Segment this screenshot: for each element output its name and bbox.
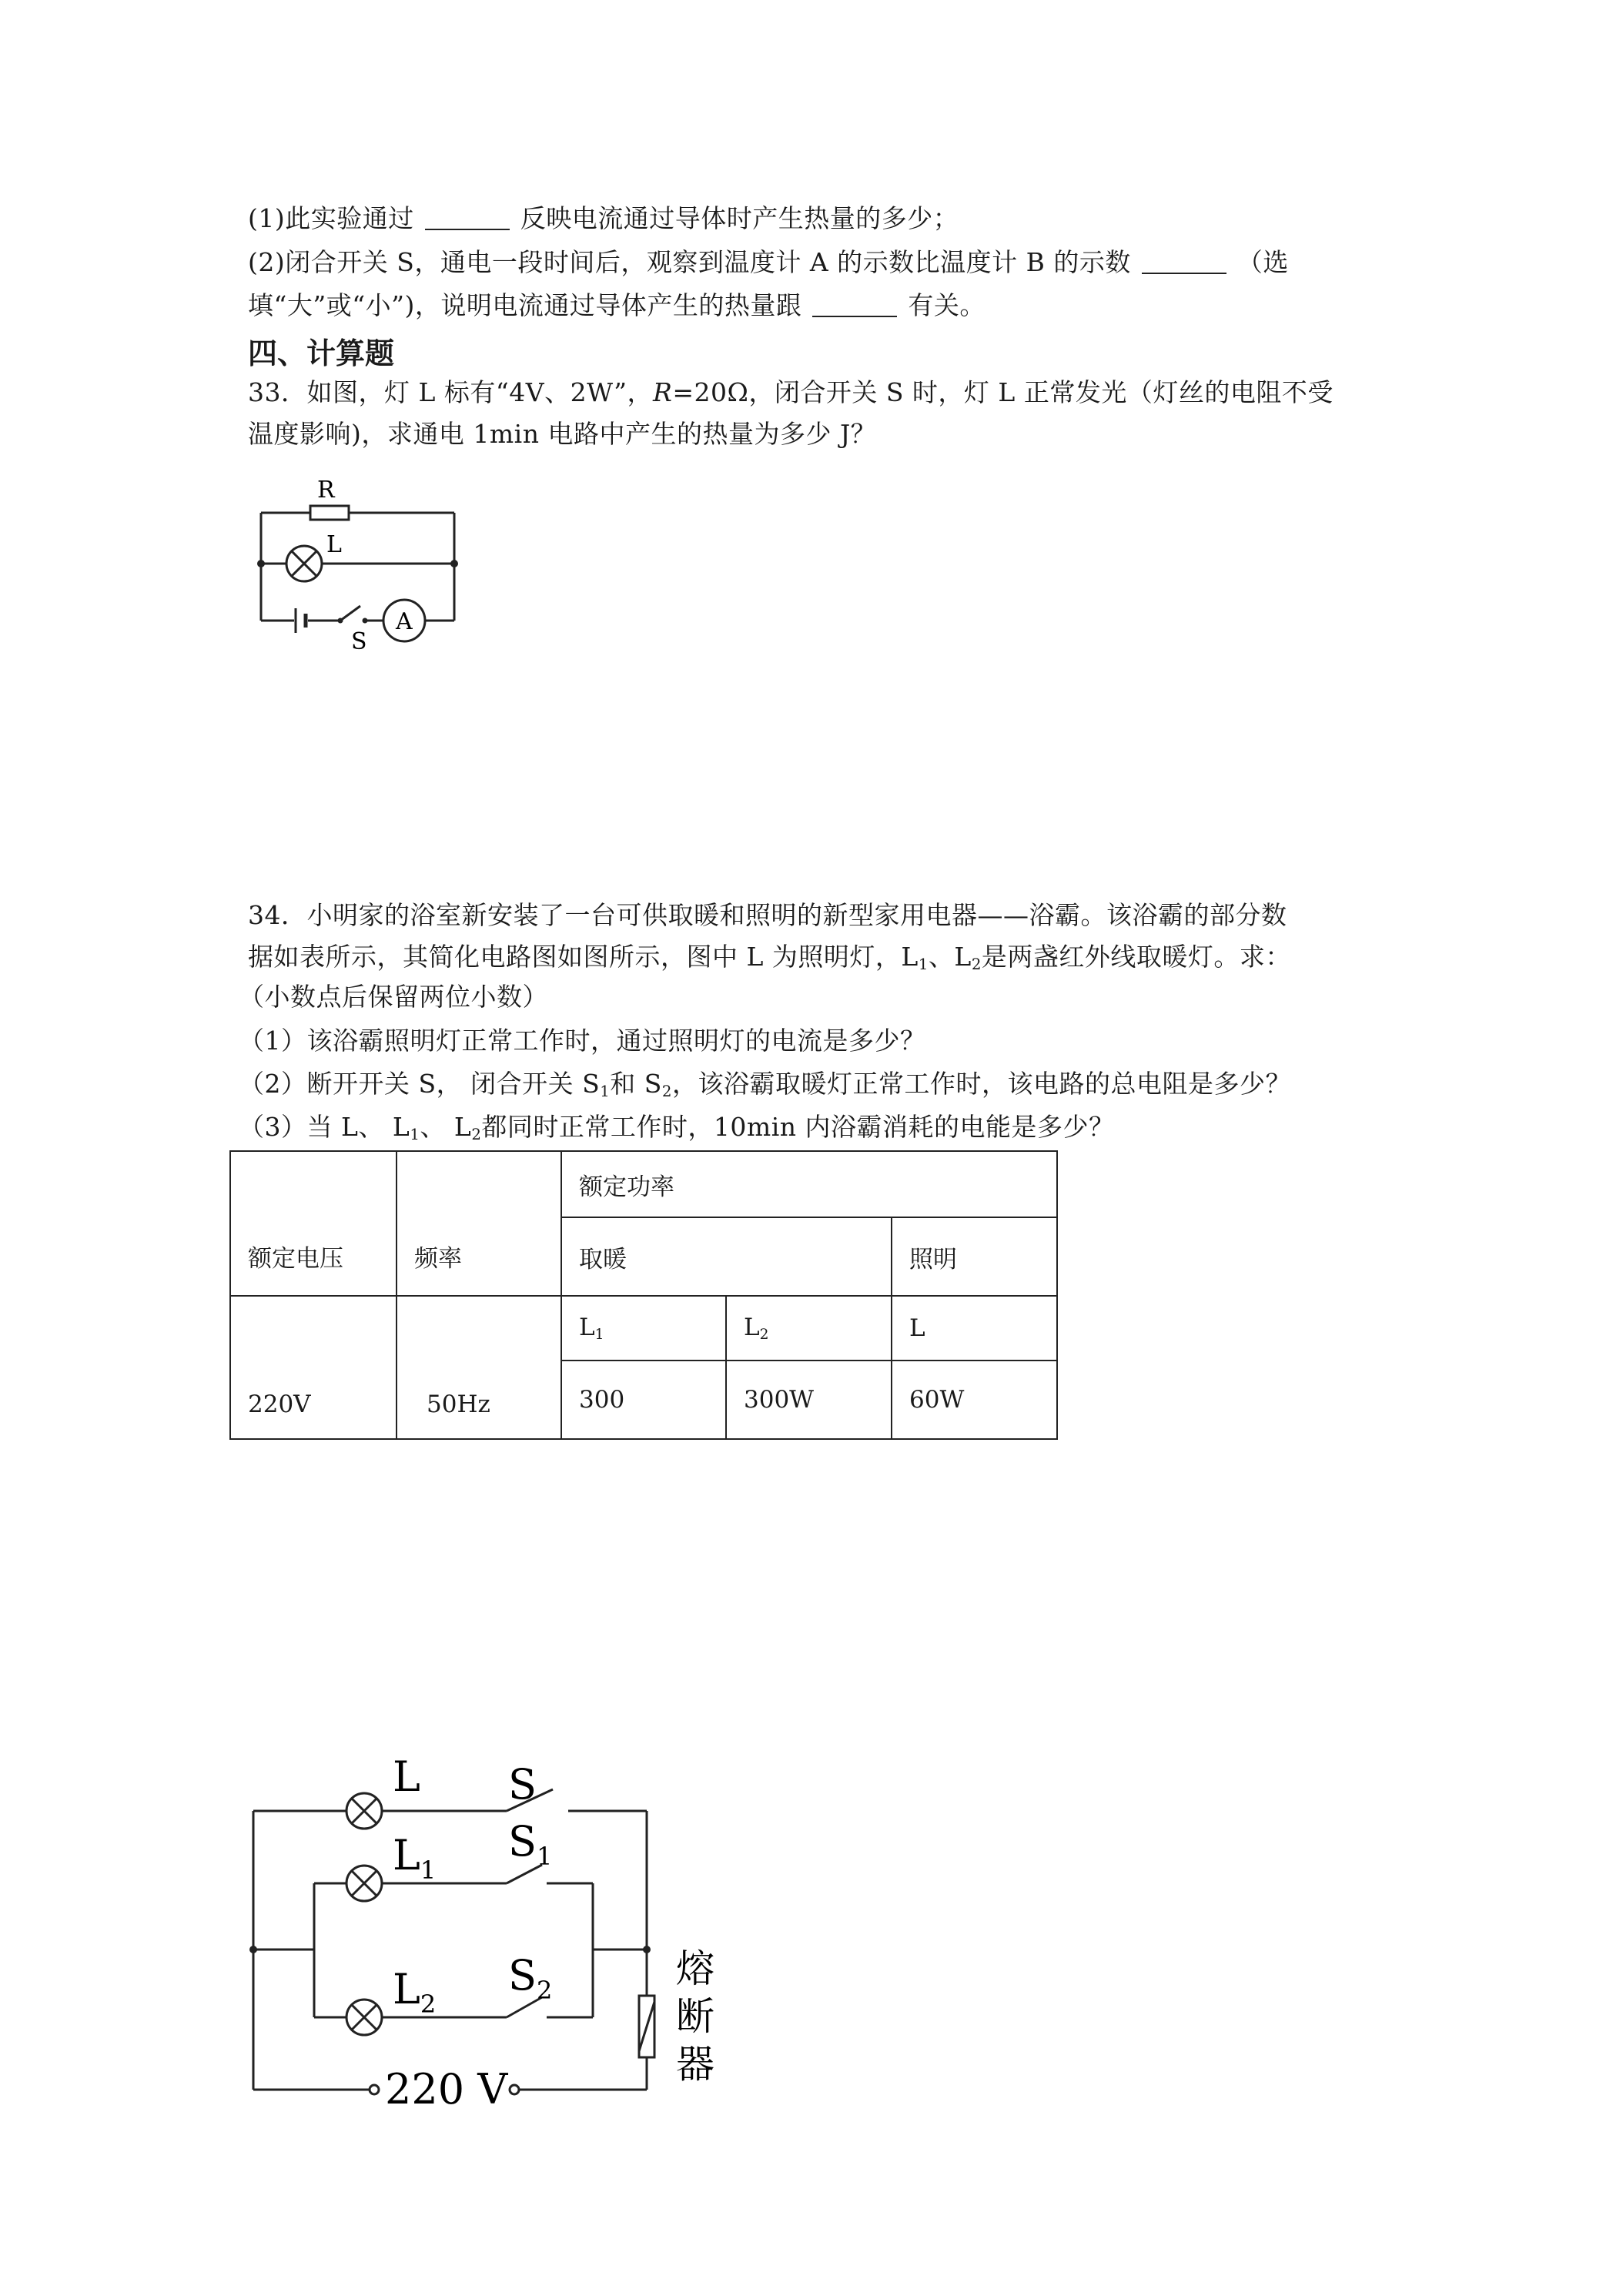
subscript: 2 (471, 1126, 482, 1143)
terminal-icon (370, 2085, 379, 2094)
voltage-label: 220 V (385, 2065, 508, 2110)
q34-sub-question-3 (239, 1111, 1115, 1151)
q34-sub-question-2 (239, 1068, 1291, 1108)
subscript: 2 (759, 1327, 769, 1343)
table-cell-l1-header (561, 1296, 726, 1361)
fuse-label-char-1: 熔 (676, 1946, 714, 1991)
resistor-label: R (317, 477, 335, 504)
table-cell-voltage-value: 220V (230, 1296, 397, 1439)
lamp-l1-label-sub: 1 (420, 1856, 437, 1885)
spec-table (229, 1150, 1058, 1440)
q34-line-3: （小数点后保留两位小数） (239, 982, 548, 1012)
fuse-label-char-3: 器 (676, 2042, 714, 2087)
q32-text: （选 (1236, 247, 1289, 277)
q32-text: (2)闭合开关 S，通电一段时间后，观察到温度计 A 的示数比温度计 B 的示数 (248, 247, 1131, 277)
ammeter-label: A (396, 608, 413, 635)
q34-text: 都同时正常工作时，10min 内浴霸消耗的电能是多少？ (481, 1112, 1115, 1142)
subscript: 1 (600, 1083, 611, 1100)
section-heading: 四、计算题 (248, 336, 395, 370)
q34-line-1: 34．小明家的浴室新安装了一台可供取暖和照明的新型家用电器——浴霸。该浴霸的部分数 (248, 900, 1287, 930)
table-cell-l-value: 60W (892, 1361, 1057, 1439)
switch-s1-label (508, 1817, 552, 1871)
fuse-label-char-2: 断 (676, 1994, 714, 2039)
lamp-l-icon (346, 1793, 382, 1829)
q33-line-1 (248, 377, 1334, 409)
lamp-l1-label-main: L (393, 1831, 420, 1879)
lamp-l-label: L (393, 1752, 420, 1801)
table-header-heating: 取暖 (561, 1217, 892, 1296)
battery-icon (296, 608, 306, 633)
subscript: 1 (918, 956, 929, 973)
lamp-l2-icon (346, 2000, 382, 2035)
q32-text: 反映电流通过导体时产生热量的多少； (520, 203, 959, 233)
table-cell-l-header: L (892, 1296, 1057, 1361)
switch-s-label: S (508, 1760, 537, 1809)
q33-text: 33．如图，灯 L 标有“4V、2W”， (248, 377, 653, 407)
fuse-icon (639, 1996, 654, 2057)
switch-icon (338, 606, 368, 624)
switch-s1-label-sub: 1 (537, 1842, 553, 1871)
junction-dot (450, 560, 458, 567)
answer-blank[interactable] (425, 206, 510, 230)
q34-text: 是两盏红外线取暖灯。求： (981, 942, 1291, 972)
q32-line-2 (248, 246, 1289, 279)
switch-label: S (351, 628, 367, 655)
q32-text: 填“大”或“小”)，说明电流通过导体产生的热量跟 (248, 290, 802, 320)
resistor-symbol (310, 506, 349, 520)
lamp-name: L (579, 1314, 595, 1341)
subscript: 1 (410, 1126, 420, 1143)
q33-line-2: 温度影响)，求通电 1min 电路中产生的热量为多少 J？ (248, 419, 877, 449)
junction-dot (257, 560, 265, 567)
lamp-l2-label-sub: 2 (420, 1990, 437, 2019)
q32-text: (1)此实验通过 (248, 203, 414, 233)
q34-text: 据如表所示，其简化电路图如图所示，图中 L 为照明灯，L (248, 942, 919, 972)
table-header-frequency: 频率 (397, 1151, 561, 1296)
q34-circuit-diagram (231, 1740, 739, 2110)
table-cell-l2-value: 300W (726, 1361, 892, 1439)
subscript: 2 (661, 1083, 672, 1100)
subscript: 2 (971, 956, 982, 973)
resistor-symbol-r: R (652, 377, 673, 407)
table-header-lighting: 照明 (892, 1217, 1057, 1296)
terminal-icon (510, 2085, 519, 2094)
q34-text: 、 L (420, 1112, 472, 1142)
q32-text: 有关。 (908, 290, 986, 320)
q34-text: （2）断开开关 S， 闭合开关 S (239, 1069, 601, 1099)
lamp-l2-label (393, 1965, 436, 2019)
answer-blank[interactable] (812, 293, 897, 317)
lamp-l1-icon (346, 1866, 382, 1901)
q34-text: 、L (928, 942, 972, 972)
table-header-rated-voltage: 额定电压 (230, 1151, 397, 1296)
lamp-label: L (326, 531, 342, 558)
junction-dot (249, 1946, 257, 1953)
q34-line-2 (248, 941, 1291, 981)
switch-s1-label-main: S (508, 1817, 537, 1866)
subscript: 1 (594, 1327, 604, 1343)
q32-line-3 (248, 290, 986, 322)
q33-text: =20Ω，闭合开关 S 时，灯 L 正常发光（灯丝的电阻不受 (672, 377, 1334, 407)
switch-s2-label (508, 1951, 552, 2005)
q34-text: （3）当 L、 L (239, 1112, 410, 1142)
q33-circuit-diagram (231, 462, 477, 662)
q32-line-1 (248, 202, 959, 235)
table-cell-l2-header (726, 1296, 892, 1361)
junction-dot (643, 1946, 651, 1953)
switch-s2-label-main: S (508, 1951, 537, 2000)
answer-blank[interactable] (1142, 249, 1226, 274)
lamp-name: L (744, 1314, 760, 1341)
table-cell-l1-value: 300 (561, 1361, 726, 1439)
q34-text: ，该浴霸取暖灯正常工作时，该电路的总电阻是多少？ (671, 1069, 1291, 1099)
lamp-icon (286, 546, 322, 581)
table-header-rated-power: 额定功率 (561, 1151, 1057, 1217)
lamp-l1-label (393, 1831, 436, 1885)
table-cell-frequency-value: 50Hz (397, 1296, 561, 1439)
lamp-l2-label-main: L (393, 1965, 420, 2013)
q34-sub-question-1: （1）该浴霸照明灯正常工作时，通过照明灯的电流是多少？ (239, 1026, 926, 1056)
switch-s2-label-sub: 2 (537, 1976, 553, 2005)
q34-text: 和 S (610, 1069, 662, 1099)
